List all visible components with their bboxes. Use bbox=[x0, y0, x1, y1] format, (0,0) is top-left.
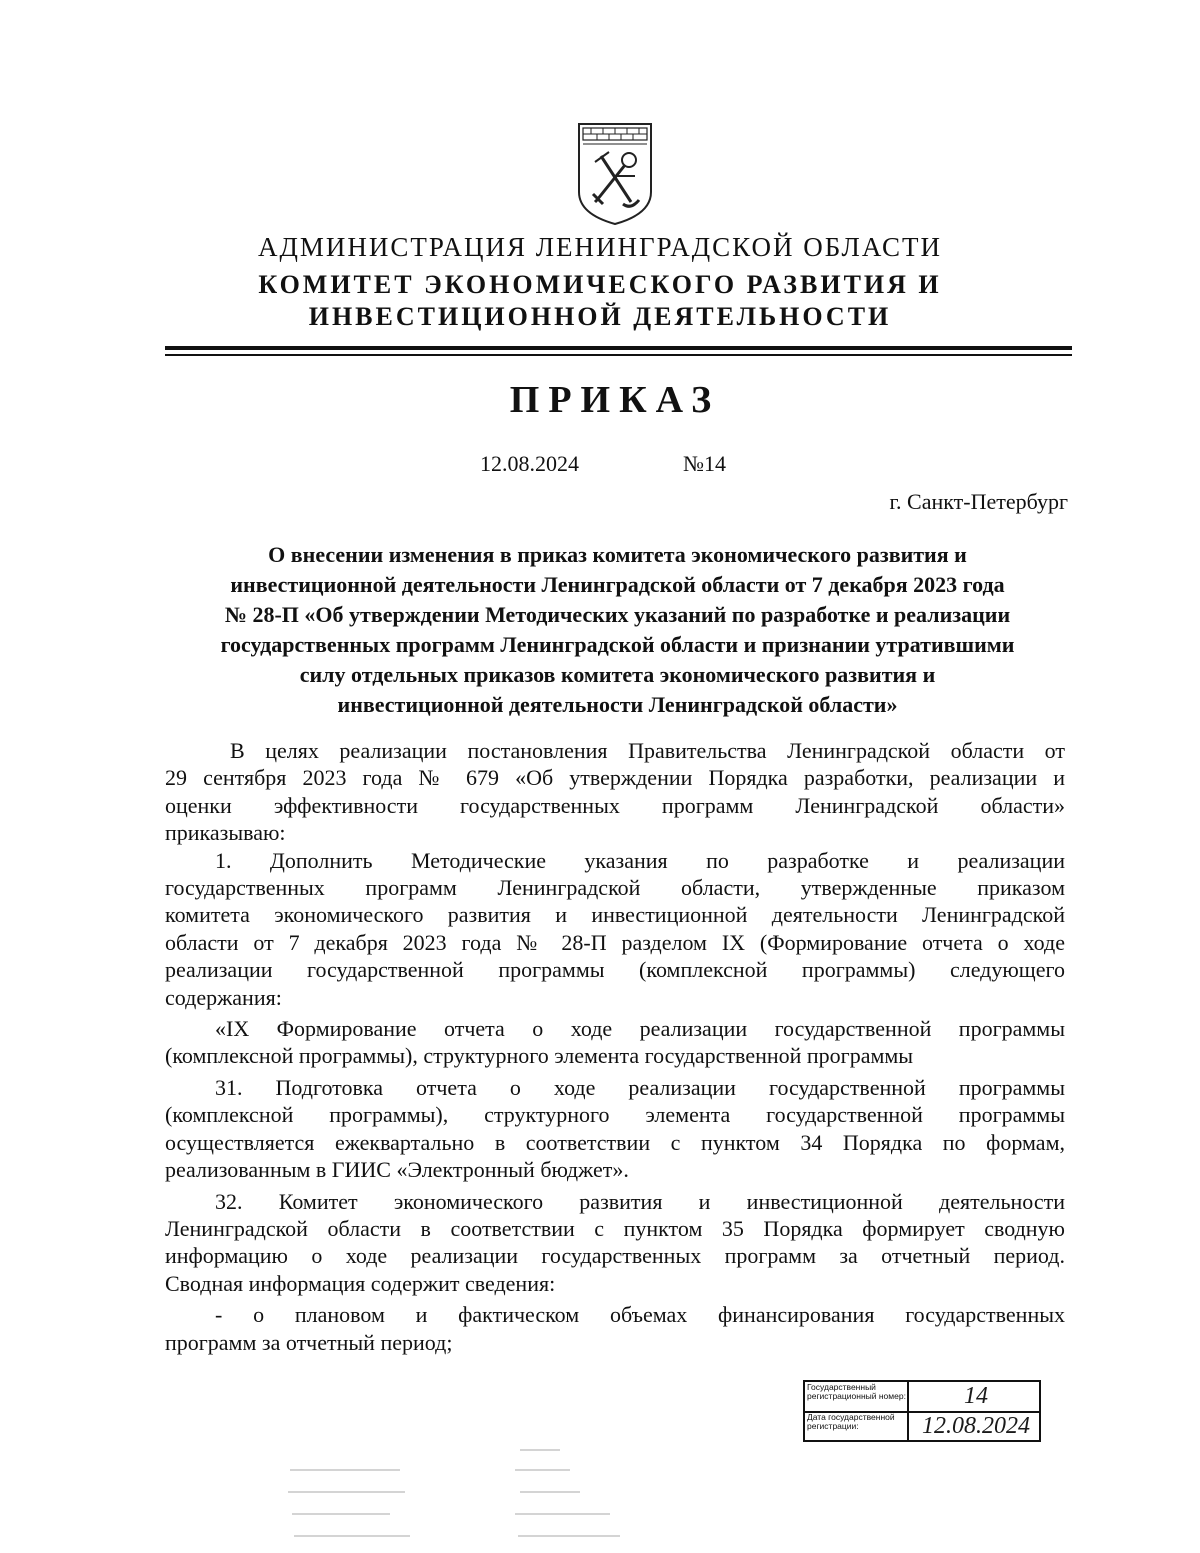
body-line: области от 7 декабря 2023 года № 28-П разделом IX (Формирование отчета о ходе bbox=[165, 929, 1065, 955]
body-line: 32. Комитет экономического развития и инвестиционной деятельности bbox=[215, 1188, 1065, 1214]
order-city: г. Санкт-Петербург bbox=[889, 489, 1068, 514]
body-line: комитета экономического развития и инвестиционной деятельности Ленинградской bbox=[165, 902, 1065, 928]
stamp-value-number: 14 bbox=[964, 1383, 988, 1409]
header-committee-line2: ИНВЕСТИЦИОННОЙ ДЕЯТЕЛЬНОСТИ bbox=[308, 302, 892, 331]
stamp-value-date: 12.08.2024 bbox=[922, 1413, 1030, 1439]
body-line: 31. Подготовка отчета о ходе реализации государственной программы bbox=[215, 1074, 1065, 1100]
body-line: «IX Формирование отчета о ходе реализации государственной программы bbox=[215, 1016, 1065, 1042]
body-line: информацию о ходе реализации государственных программ за отчетный период. bbox=[165, 1243, 1065, 1269]
body-line: содержания: bbox=[165, 984, 282, 1010]
header-committee-line1: КОМИТЕТ ЭКОНОМИЧЕСКОГО РАЗВИТИЯ И bbox=[258, 270, 942, 299]
subject-line: № 28-П «Об утверждении Методических указаний по разработке и реализации bbox=[224, 602, 1011, 627]
stamp-label-date: Дата государственной регистрации: bbox=[807, 1412, 895, 1431]
body-line: (комплексной программы), структурного элемента государственной программы bbox=[165, 1043, 914, 1069]
body-line: приказываю: bbox=[165, 820, 286, 846]
body-line: программ за отчетный период; bbox=[165, 1329, 453, 1355]
body-line: осуществляется ежеквартально в соответствии с пунктом 34 Порядка по формам, bbox=[165, 1129, 1065, 1155]
body-line: (комплексной программы), структурного элемента государственной программы bbox=[165, 1102, 1065, 1128]
body-line: - о плановом и фактическом объемах финансирования государственных bbox=[215, 1302, 1065, 1328]
stamp-row-date bbox=[805, 1412, 1039, 1441]
subject-line: силу отдельных приказов комитета экономического развития и bbox=[299, 662, 936, 687]
order-number: №14 bbox=[683, 451, 726, 476]
header-administration: АДМИНИСТРАЦИЯ ЛЕНИНГРАДСКОЙ ОБЛАСТИ bbox=[257, 232, 942, 262]
body-line: Ленинградской области в соответствии с пунктом 35 Порядка формирует сводную bbox=[165, 1215, 1065, 1241]
body-line: реализованным в ГИИС «Электронный бюджет». bbox=[165, 1157, 629, 1183]
body-line: реализации государственной программы (комплексной программы) следующего bbox=[165, 957, 1065, 983]
stamp-row-number bbox=[805, 1382, 1039, 1413]
scan-bleed-through bbox=[280, 1440, 640, 1545]
subject-line: О внесении изменения в приказ комитета экономического развития и bbox=[268, 542, 967, 567]
order-body bbox=[165, 737, 1065, 1356]
body-line: государственных программ Ленинградской области, утвержденные приказом bbox=[165, 875, 1065, 901]
stamp-label-number: Государственный регистрационный номер: bbox=[807, 1382, 906, 1401]
body-line: 29 сентября 2023 года № 679 «Об утверждении Порядка разработки, реализации и bbox=[165, 765, 1065, 791]
body-line: 1. Дополнить Методические указания по разработке и реализации bbox=[215, 847, 1065, 873]
subject-line: инвестиционной деятельности Ленинградской области от 7 декабря 2023 года bbox=[230, 572, 1005, 597]
header-divider-thin bbox=[165, 354, 1072, 356]
registration-stamp bbox=[803, 1380, 1041, 1442]
order-date: 12.08.2024 bbox=[480, 451, 579, 476]
body-line: Сводная информация содержит сведения: bbox=[165, 1270, 556, 1296]
body-line: В целях реализации постановления Правительства Ленинградской области от bbox=[230, 738, 1065, 763]
document-type-title: ПРИКАЗ bbox=[509, 379, 721, 421]
header-divider-thick bbox=[165, 346, 1072, 350]
body-line: оценки эффективности государственных программ Ленинградской области» bbox=[165, 792, 1065, 818]
subject-line: инвестиционной деятельности Ленинградской области» bbox=[337, 692, 898, 717]
coat-of-arms-icon bbox=[575, 122, 655, 226]
subject-line: государственных программ Ленинградской области и признании утратившими bbox=[220, 632, 1015, 657]
order-subject bbox=[160, 540, 1075, 720]
